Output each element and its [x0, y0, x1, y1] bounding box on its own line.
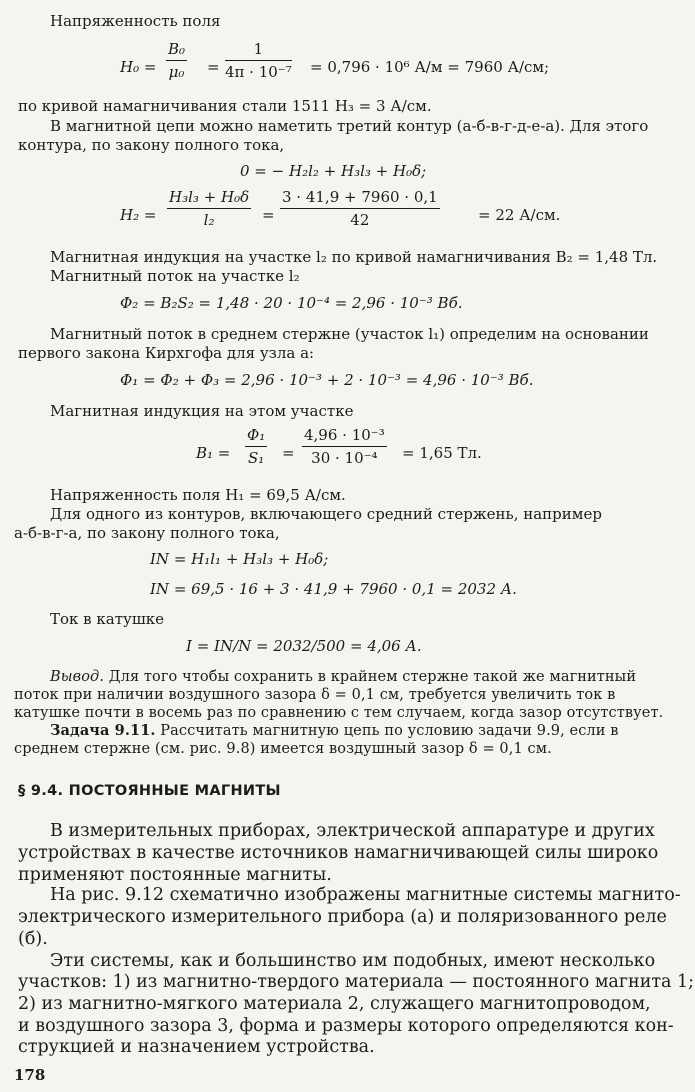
equation-in-numeric: IN = 69,5 · 16 + 3 · 41,9 + 7960 · 0,1 = 2032 А.	[150, 580, 517, 598]
conclusion-line	[50, 668, 636, 686]
equation-h2-lhs: H₂ =	[120, 206, 157, 224]
fraction-denominator: 30 · 10⁻⁴	[311, 449, 378, 467]
fraction-denominator: l₂	[203, 211, 215, 229]
paragraph-line: и воздушного зазора 3, форма и размеры которого определяются кон-	[18, 1016, 674, 1036]
equation-in-symbolic: IN = H₁l₁ + H₃l₃ + H₀δ;	[150, 550, 329, 568]
equation-h0-result: = 0,796 · 10⁶ А/м = 7960 А/см;	[310, 58, 550, 76]
fraction-numerator: B₀	[166, 40, 187, 61]
fraction-denominator: μ₀	[168, 63, 185, 81]
fraction-denominator: 42	[350, 211, 370, 229]
fraction-numerator: 1	[225, 40, 292, 61]
text-line: первого закона Кирхгофа для узла а:	[18, 344, 315, 362]
problem-text: Рассчитать магнитную цепь по условию задачи 9.9, если в	[155, 723, 619, 739]
paragraph-line: электрического измерительного прибора (а) и поляризованного реле	[18, 907, 667, 927]
text-line: Магнитный поток на участке l₂	[50, 267, 300, 285]
paragraph-line: устройствах в качестве источников намагничивающей силы широко	[18, 843, 659, 863]
equation-h2-result: = 22 А/см.	[478, 206, 561, 224]
paragraph-line: применяют постоянные магниты.	[18, 865, 332, 885]
equals-sign: =	[262, 206, 275, 224]
fraction-denominator: S₁	[248, 449, 265, 467]
paragraph-line: участков: 1) из магнитно-твердого материала — постоянного магнита 1;	[18, 972, 695, 992]
equation-b1-lhs: B₁ =	[196, 444, 231, 462]
fraction-numerator: 4,96 · 10⁻³	[302, 426, 387, 447]
paragraph-line: Эти системы, как и большинство им подобных, имеют несколько	[50, 951, 656, 971]
section-heading: § 9.4. ПОСТОЯННЫЕ МАГНИТЫ	[18, 783, 281, 799]
paragraph-line: В измерительных приборах, электрической аппаратуре и других	[50, 821, 655, 841]
page-number: 178	[14, 1066, 46, 1084]
conclusion-text: Для того чтобы сохранить в крайнем стержне такой же магнитный	[104, 669, 637, 685]
text-line: Для одного из контуров, включающего средний стержень, например	[50, 505, 602, 523]
paragraph-line: 2) из магнитно-мягкого материала 2, служащего магнитопроводом,	[18, 994, 651, 1014]
equation-phi1: Φ₁ = Φ₂ + Φ₃ = 2,96 · 10⁻³ + 2 · 10⁻³ = 4,96 · 10⁻³ Вб.	[120, 371, 534, 389]
paragraph-line: струкцией и назначением устройства.	[18, 1037, 375, 1057]
conclusion-label: Вывод.	[50, 669, 105, 685]
fraction-h2-numeric	[280, 188, 440, 229]
text-line: Напряженность поля	[50, 12, 221, 30]
equation-loop: 0 = − H₂l₂ + H₃l₃ + H₀δ;	[240, 162, 427, 180]
fraction-numerator: Φ₁	[245, 426, 267, 447]
problem-line	[50, 722, 618, 740]
text-line: среднем стержне (см. рис. 9.8) имеется воздушный зазор δ = 0,1 см.	[14, 741, 552, 757]
text-line: по кривой намагничивания стали 1511 H₃ = 3 А/см.	[18, 97, 432, 115]
text-line: катушке почти в восемь раз по сравнению с тем случаем, когда зазор отсутствует.	[14, 705, 664, 721]
equation-phi2: Φ₂ = B₂S₂ = 1,48 · 20 · 10⁻⁴ = 2,96 · 10⁻³ Вб.	[120, 294, 463, 312]
fraction-numerator: H₃l₃ + H₀δ	[167, 188, 251, 209]
equation-b1-result: = 1,65 Тл.	[402, 444, 482, 462]
text-line: Магнитная индукция на этом участке	[50, 402, 354, 420]
equation-current: I = IN/N = 2032/500 = 4,06 А.	[186, 637, 422, 655]
text-line: Ток в катушке	[50, 610, 165, 628]
paragraph-line: (б).	[18, 929, 48, 949]
text-line: Магнитный поток в среднем стержне (участок l₁) определим на основании	[50, 325, 649, 343]
equals-sign: =	[282, 444, 295, 462]
text-line: контура, по закону полного тока,	[18, 136, 285, 154]
fraction-b1-numeric	[302, 426, 387, 467]
fraction-b0-mu0	[166, 40, 187, 81]
fraction-h3l3-plus-h0delta	[167, 188, 251, 229]
text-line: а-б-в-г-а, по закону полного тока,	[14, 524, 280, 542]
fraction-phi1-s1	[245, 426, 267, 467]
text-line: В магнитной цепи можно наметить третий контур (а-б-в-г-д-е-а). Для этого	[50, 117, 649, 135]
paragraph-line: На рис. 9.12 схематично изображены магнитные системы магнито-	[50, 885, 681, 905]
fraction-numerator: 3 · 41,9 + 7960 · 0,1	[280, 188, 440, 209]
text-line: поток при наличии воздушного зазора δ = 0,1 см, требуется увеличить ток в	[14, 687, 616, 703]
problem-label: Задача 9.11.	[50, 722, 156, 739]
equation-h0-lhs: H₀ =	[120, 58, 157, 76]
equals-sign: =	[207, 58, 220, 76]
text-line: Напряженность поля H₁ = 69,5 А/см.	[50, 486, 346, 504]
fraction-one-over-4pi	[225, 40, 292, 81]
text-line: Магнитная индукция на участке l₂ по кривой намагничивания B₂ = 1,48 Тл.	[50, 248, 658, 266]
fraction-denominator: 4π · 10⁻⁷	[225, 63, 292, 81]
